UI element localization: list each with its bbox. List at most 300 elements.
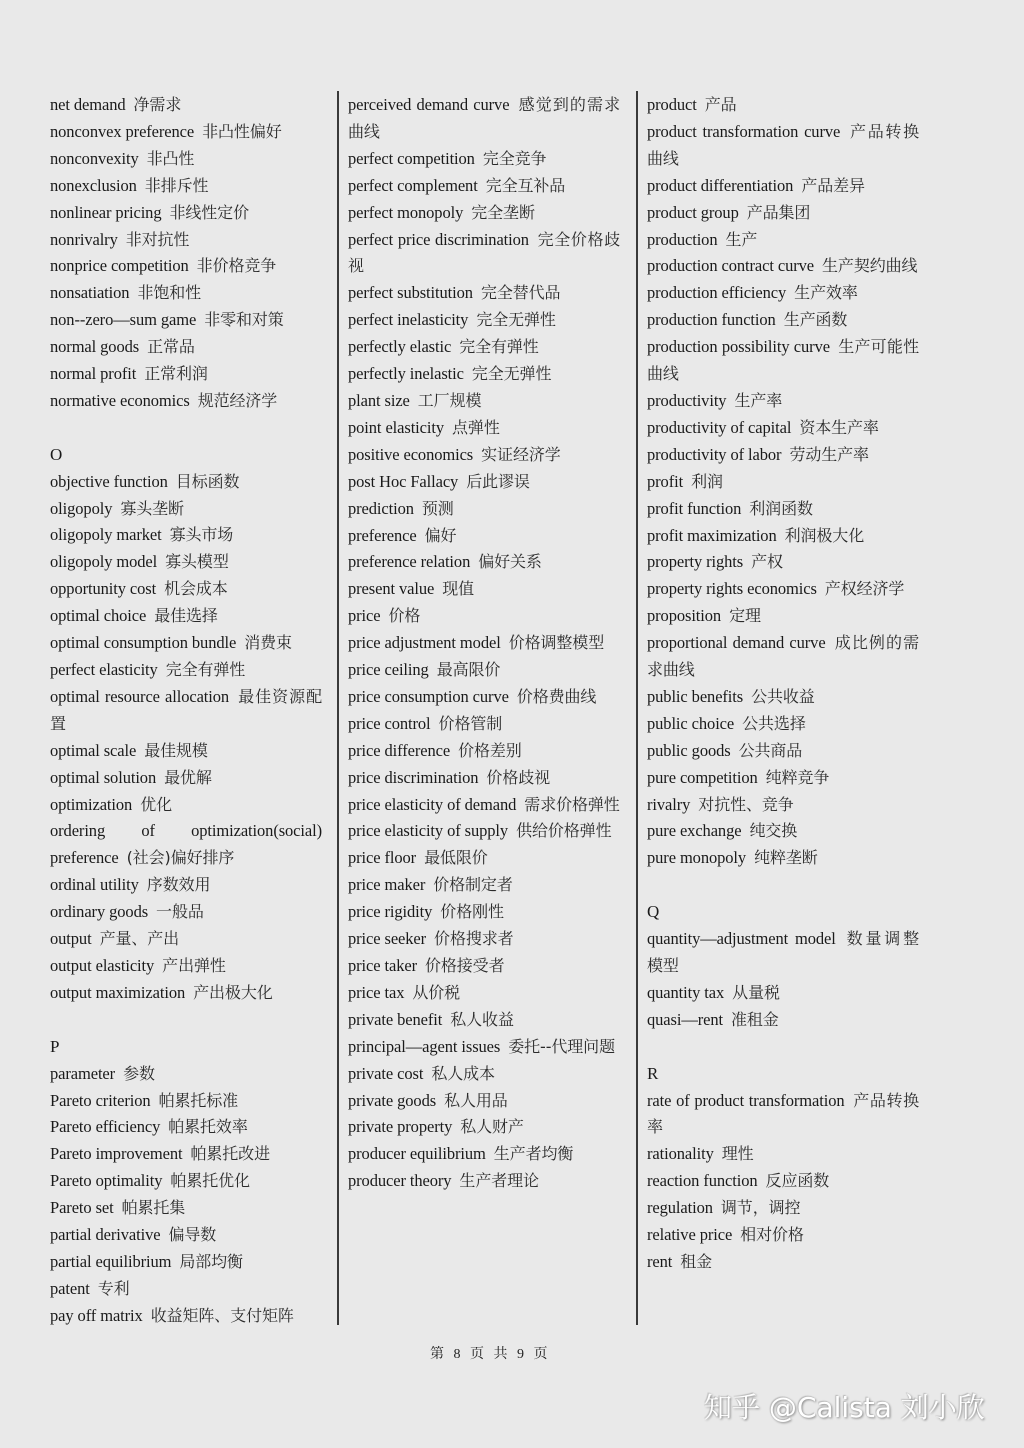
glossary-entry: [348, 549, 620, 576]
term-chinese: 纯交换: [749, 821, 798, 841]
term-chinese: 产出极大化: [193, 982, 273, 1002]
term-english: price maker: [348, 875, 426, 895]
term-chinese: 供给价格弹性: [516, 821, 612, 841]
term-chinese: 一般品: [156, 902, 204, 922]
glossary-entry: [348, 307, 620, 334]
glossary-entry: [647, 173, 919, 200]
term-english: parameter: [50, 1063, 116, 1083]
term-english: preference relation: [348, 552, 471, 572]
term-english: product differentiation: [647, 175, 794, 195]
term-english: prediction: [348, 498, 414, 518]
glossary-entry: [50, 280, 322, 307]
term-chinese: 生产可能性曲线: [647, 337, 919, 384]
glossary-entry: [348, 92, 620, 146]
term-chinese: 目标函数: [175, 471, 240, 491]
glossary-entry: [348, 1168, 620, 1195]
term-chinese: 委托--代理问题: [508, 1036, 615, 1056]
glossary-entry: [50, 1222, 322, 1249]
glossary-entry: [50, 173, 322, 200]
term-chinese: 利润: [691, 471, 723, 491]
glossary-entry: [348, 442, 620, 469]
term-chinese: 公共商品: [738, 740, 803, 760]
term-chinese: 寡头垄断: [120, 498, 184, 518]
glossary-entry: [50, 630, 322, 657]
term-chinese: 寡头模型: [165, 552, 229, 572]
glossary-entry: [50, 818, 322, 872]
glossary-entry: [647, 1007, 919, 1034]
term-chinese: 定理: [729, 606, 761, 626]
term-chinese: 完全竞争: [482, 148, 547, 168]
term-chinese: 价格差别: [458, 740, 522, 760]
term-chinese: 价格费曲线: [516, 686, 597, 706]
glossary-entry: [348, 792, 620, 819]
glossary-entry: [647, 603, 919, 630]
term-chinese: 产品集团: [746, 202, 811, 222]
term-english: Pareto optimality: [50, 1171, 163, 1191]
glossary-entry: [348, 738, 620, 765]
term-chinese: 价格搜求者: [434, 929, 514, 949]
term-chinese: 正常品: [147, 337, 195, 357]
term-chinese: 需求价格弹性: [524, 794, 620, 814]
term-english: optimal choice: [50, 606, 147, 626]
term-chinese: 非线性定价: [169, 202, 249, 222]
term-chinese: 规范经济学: [197, 390, 278, 410]
section-letter-heading: Q: [647, 902, 660, 922]
term-english: output: [50, 929, 92, 949]
glossary-entry: [647, 1088, 919, 1142]
glossary-entry: [50, 899, 322, 926]
term-chinese: 价格调整模型: [508, 633, 605, 653]
glossary-entry: [647, 334, 919, 388]
term-english: point elasticity: [348, 417, 445, 437]
term-chinese: 偏好关系: [478, 552, 542, 572]
glossary-entry: [647, 200, 919, 227]
glossary-entry: [348, 711, 620, 738]
glossary-entry: [50, 657, 322, 684]
term-chinese: 收益矩阵、支付矩阵: [150, 1305, 294, 1325]
term-chinese: 序数效用: [146, 875, 211, 895]
glossary-entry: [50, 872, 322, 899]
term-chinese: 资本生产率: [799, 417, 879, 437]
glossary-entry: [50, 1114, 322, 1141]
term-english: nonsatiation: [50, 283, 130, 303]
term-chinese: 偏导数: [168, 1225, 217, 1245]
glossary-entry: [50, 926, 322, 953]
term-chinese: 寡头市场: [169, 525, 234, 545]
glossary-column-3: [647, 92, 919, 1276]
glossary-entry: [348, 388, 620, 415]
term-english: present value: [348, 579, 435, 599]
watermark: 知乎 @Calista 刘小欣: [704, 1391, 985, 1424]
term-chinese: 完全垄断: [471, 202, 535, 222]
term-chinese: 帕累托改进: [190, 1144, 270, 1164]
glossary-entry: [50, 388, 322, 415]
term-chinese: 专利: [97, 1278, 130, 1298]
term-chinese: 产量、产出: [99, 929, 180, 949]
term-chinese: 非凸性偏好: [202, 121, 282, 141]
term-chinese: 纯粹竞争: [765, 767, 830, 787]
term-english: proportional demand curve: [647, 633, 826, 653]
term-chinese: 价格歧视: [486, 767, 551, 787]
term-english: nonconvex preference: [50, 121, 195, 141]
glossary-entry: [348, 1034, 620, 1061]
glossary-entry: [647, 980, 919, 1007]
term-english: profit: [647, 471, 684, 491]
term-english: oligopoly market: [50, 525, 162, 545]
glossary-entry: [50, 307, 322, 334]
term-english: Pareto improvement: [50, 1144, 183, 1164]
term-chinese: 帕累托标准: [158, 1090, 239, 1110]
term-english: price discrimination: [348, 767, 479, 787]
glossary-entry: [647, 1141, 919, 1168]
glossary-entry: [50, 738, 322, 765]
term-english: property rights: [647, 552, 744, 572]
term-english: perfect inelasticity: [348, 310, 469, 330]
glossary-entry: [50, 522, 322, 549]
term-chinese: 后此谬误: [466, 471, 530, 491]
glossary-entry: [647, 792, 919, 819]
glossary-entry: [348, 899, 620, 926]
term-english: plant size: [348, 390, 410, 410]
term-english: patent: [50, 1278, 90, 1298]
term-chinese: 产品差异: [801, 175, 865, 195]
term-chinese: 理性: [721, 1144, 754, 1164]
term-english: profit function: [647, 498, 742, 518]
glossary-column-2: [348, 92, 620, 1195]
term-chinese: 预测: [421, 498, 454, 518]
term-chinese: 反应函数: [765, 1171, 830, 1191]
term-english: Pareto efficiency: [50, 1117, 161, 1137]
term-chinese: 生产函数: [783, 310, 848, 330]
glossary-entry: [348, 630, 620, 657]
term-chinese: 从价税: [412, 982, 461, 1002]
glossary-entry: [348, 496, 620, 523]
term-chinese: 生产者理论: [459, 1171, 539, 1191]
glossary-entry: [50, 576, 322, 603]
glossary-entry: [348, 657, 620, 684]
term-english: rent: [647, 1251, 673, 1271]
glossary-entry: [348, 523, 620, 550]
term-chinese: 数量调整模型: [647, 929, 919, 975]
term-english: private goods: [348, 1090, 437, 1110]
term-english: non--zero—sum game: [50, 310, 197, 330]
glossary-entry: [647, 307, 919, 334]
glossary-entry: [647, 1168, 919, 1195]
term-english: private benefit: [348, 1009, 443, 1029]
glossary-entry: [348, 765, 620, 792]
term-english: optimal resource allocation: [50, 686, 230, 706]
glossary-entry: [348, 684, 620, 711]
term-english: relative price: [647, 1225, 733, 1245]
term-english: public goods: [647, 740, 731, 760]
term-chinese: 最优解: [164, 767, 212, 787]
term-english: public benefits: [647, 686, 744, 706]
term-english: producer theory: [348, 1171, 452, 1191]
term-english: price seeker: [348, 929, 427, 949]
term-english: normative economics: [50, 390, 190, 410]
glossary-entry: [348, 1141, 620, 1168]
term-english: public choice: [647, 713, 735, 733]
glossary-entry: [50, 361, 322, 388]
glossary-entry: [647, 630, 919, 684]
term-english: oligopoly model: [50, 552, 158, 572]
glossary-entry: [348, 280, 620, 307]
glossary-entry: [50, 253, 322, 280]
glossary-entry: [348, 361, 620, 388]
term-chinese: 实证经济学: [481, 444, 561, 464]
term-chinese: 非凸性: [146, 148, 195, 168]
term-english: price: [348, 606, 381, 626]
term-chinese: 产品: [704, 95, 737, 114]
glossary-entry: [348, 334, 620, 361]
glossary-entry: [647, 765, 919, 792]
term-chinese: 劳动生产率: [789, 444, 869, 464]
term-chinese: 成比例的需求曲线: [647, 633, 919, 680]
term-english: production contract curve: [647, 256, 815, 276]
term-english: optimization: [50, 794, 133, 814]
term-english: regulation: [647, 1198, 713, 1218]
term-chinese: 非对抗性: [125, 229, 190, 249]
glossary-entry: [50, 953, 322, 980]
term-english: perceived demand curve: [348, 95, 510, 114]
column-divider: [337, 91, 339, 1325]
term-english: profit maximization: [647, 525, 777, 545]
glossary-entry: [50, 549, 322, 576]
term-english: net demand: [50, 95, 126, 114]
term-chinese: 私人收益: [450, 1009, 514, 1029]
term-english: perfect substitution: [348, 283, 473, 303]
term-chinese: 净需求: [133, 95, 182, 114]
term-english: perfect elasticity: [50, 660, 158, 680]
glossary-entry: [647, 227, 919, 254]
glossary-entry: [50, 496, 322, 523]
term-chinese: 私人成本: [431, 1063, 495, 1083]
term-english: reaction function: [647, 1171, 758, 1191]
term-chinese: 相对价格: [740, 1225, 804, 1245]
glossary-entry: [348, 1061, 620, 1088]
glossary-entry: [348, 173, 620, 200]
term-chinese: 感觉到的需求曲线: [348, 95, 620, 141]
glossary-entry: [647, 684, 919, 711]
term-chinese: 纯粹垄断: [754, 848, 818, 868]
term-chinese: 租金: [680, 1251, 713, 1271]
term-english: price tax: [348, 982, 405, 1002]
glossary-entry: [647, 926, 919, 980]
glossary-entry: [348, 953, 620, 980]
term-chinese: 价格接受者: [424, 956, 505, 975]
term-english: perfect monopoly: [348, 202, 464, 222]
term-chinese: 优化: [140, 794, 173, 814]
glossary-entry: [647, 818, 919, 845]
glossary-entry: [50, 1061, 322, 1088]
term-english: private cost: [348, 1063, 424, 1083]
term-english: optimal solution: [50, 767, 157, 787]
column-divider: [636, 91, 638, 1325]
term-english: production possibility curve: [647, 337, 830, 357]
section-letter-heading: O: [50, 444, 63, 464]
term-chinese: 帕累托优化: [170, 1171, 250, 1191]
term-chinese: 生产: [725, 229, 758, 249]
term-english: price adjustment model: [348, 633, 501, 653]
glossary-entry: [50, 603, 322, 630]
term-english: nonconvexity: [50, 148, 139, 168]
glossary-entry: [50, 227, 322, 254]
term-chinese: 最佳选择: [154, 606, 218, 626]
glossary-entry: [348, 1007, 620, 1034]
term-english: pure exchange: [647, 821, 742, 841]
term-chinese: 调节，调控: [720, 1198, 801, 1218]
glossary-entry: [348, 146, 620, 173]
term-chinese: 公共收益: [751, 686, 815, 706]
term-chinese: 最低限价: [424, 848, 488, 868]
term-chinese: 产权: [751, 552, 783, 572]
term-english: price ceiling: [348, 660, 429, 680]
term-chinese: 产权经济学: [824, 579, 905, 599]
term-english: oligopoly: [50, 498, 113, 518]
term-english: production: [647, 229, 718, 249]
term-english: price consumption curve: [348, 686, 509, 706]
term-chinese: 正常利润: [144, 364, 208, 384]
term-chinese: 利润函数: [749, 498, 813, 518]
term-english: private property: [348, 1117, 453, 1137]
term-chinese: 局部均衡: [179, 1251, 243, 1271]
section-letter-heading: R: [647, 1063, 659, 1083]
term-english: ordinal utility: [50, 875, 139, 895]
glossary-entry: [50, 1088, 322, 1115]
term-english: pure monopoly: [647, 848, 747, 868]
term-chinese: 完全有弹性: [459, 337, 539, 357]
term-chinese: 公共选择: [742, 713, 806, 733]
term-english: rate of product transformation: [647, 1090, 845, 1110]
glossary-entry: [647, 253, 919, 280]
term-chinese: 价格制定者: [433, 875, 513, 895]
term-english: price rigidity: [348, 902, 433, 922]
term-chinese: 价格刚性: [440, 902, 504, 922]
term-english: Pareto criterion: [50, 1090, 151, 1110]
glossary-entry: [647, 1195, 919, 1222]
glossary-entry: [348, 980, 620, 1007]
term-english: quasi—rent: [647, 1009, 723, 1029]
glossary-entry: [647, 442, 919, 469]
term-chinese: 生产率: [734, 390, 783, 410]
term-english: perfectly inelastic: [348, 364, 464, 384]
glossary-entry: [50, 1141, 322, 1168]
term-chinese: 私人财产: [460, 1117, 524, 1137]
term-english: pay off matrix: [50, 1305, 143, 1325]
term-chinese: 机会成本: [164, 579, 228, 599]
term-chinese: (社会)偏好排序: [126, 848, 235, 868]
term-english: rivalry: [647, 794, 691, 814]
term-english: ordinary goods: [50, 902, 149, 922]
glossary-entry: [50, 1276, 322, 1303]
glossary-entry: [348, 469, 620, 496]
term-english: product group: [647, 202, 739, 222]
term-english: preference: [348, 525, 417, 545]
glossary-entry: [50, 334, 322, 361]
term-english: partial derivative: [50, 1225, 161, 1245]
glossary-entry: [50, 200, 322, 227]
glossary-entry: [647, 523, 919, 550]
term-chinese: 价格管制: [438, 713, 503, 733]
term-chinese: 点弹性: [452, 417, 500, 437]
section-letter-heading: P: [50, 1036, 60, 1056]
glossary-entry: [647, 92, 919, 119]
term-english: perfect complement: [348, 175, 478, 195]
glossary-entry: [50, 1303, 322, 1330]
term-english: price floor: [348, 848, 417, 868]
term-english: production function: [647, 310, 776, 330]
glossary-entry: [647, 1249, 919, 1276]
glossary-entry: [50, 1168, 322, 1195]
term-chinese: 工厂规模: [417, 390, 482, 410]
glossary-entry: [348, 200, 620, 227]
glossary-entry: [348, 872, 620, 899]
term-english: product: [647, 95, 697, 114]
term-english: production efficiency: [647, 283, 787, 303]
glossary-entry: [50, 792, 322, 819]
term-chinese: 完全无弹性: [476, 310, 556, 330]
term-english: perfect competition: [348, 148, 475, 168]
term-english: post Hoc Fallacy: [348, 471, 459, 491]
glossary-entry: [647, 711, 919, 738]
term-english: productivity of labor: [647, 444, 782, 464]
term-chinese: 从量税: [732, 982, 780, 1002]
glossary-entry: [348, 576, 620, 603]
term-english: optimal scale: [50, 740, 137, 760]
glossary-entry: [50, 1195, 322, 1222]
glossary-column-1: [50, 92, 322, 1330]
glossary-entry: [50, 684, 322, 738]
term-english: nonrivalry: [50, 229, 118, 249]
term-english: output elasticity: [50, 955, 155, 975]
glossary-entry: [348, 415, 620, 442]
glossary-entry: [50, 469, 322, 496]
term-chinese: 参数: [123, 1063, 155, 1083]
glossary-entry: [647, 738, 919, 765]
term-english: quantity tax: [647, 982, 725, 1002]
term-chinese: 最佳规模: [144, 740, 208, 760]
term-chinese: 现值: [442, 579, 475, 599]
term-english: pure competition: [647, 767, 758, 787]
term-chinese: 帕累托效率: [168, 1117, 248, 1137]
term-chinese: 最高限价: [436, 660, 501, 680]
glossary-entry: [647, 1222, 919, 1249]
term-english: productivity of capital: [647, 417, 792, 437]
glossary-entry: [348, 845, 620, 872]
glossary-entry: [348, 603, 620, 630]
term-chinese: 完全价格歧视: [348, 229, 620, 276]
term-chinese: 最佳资源配置: [50, 686, 322, 733]
glossary-entry: [647, 496, 919, 523]
term-english: price control: [348, 713, 431, 733]
term-english: opportunity cost: [50, 579, 157, 599]
term-english: perfect price discrimination: [348, 229, 529, 249]
glossary-entry: [348, 227, 620, 281]
term-english: partial equilibrium: [50, 1251, 172, 1271]
term-english: normal profit: [50, 364, 137, 384]
term-english: normal goods: [50, 337, 140, 357]
term-english: rationality: [647, 1144, 714, 1164]
glossary-entry: [647, 576, 919, 603]
glossary-entry: [50, 146, 322, 173]
term-chinese: 完全无弹性: [471, 364, 552, 384]
glossary-entry: [348, 1088, 620, 1115]
glossary-entry: [50, 765, 322, 792]
glossary-entry: [348, 926, 620, 953]
term-chinese: 准租金: [730, 1009, 779, 1029]
term-english: price elasticity of supply: [348, 821, 509, 841]
term-english: objective function: [50, 471, 168, 491]
